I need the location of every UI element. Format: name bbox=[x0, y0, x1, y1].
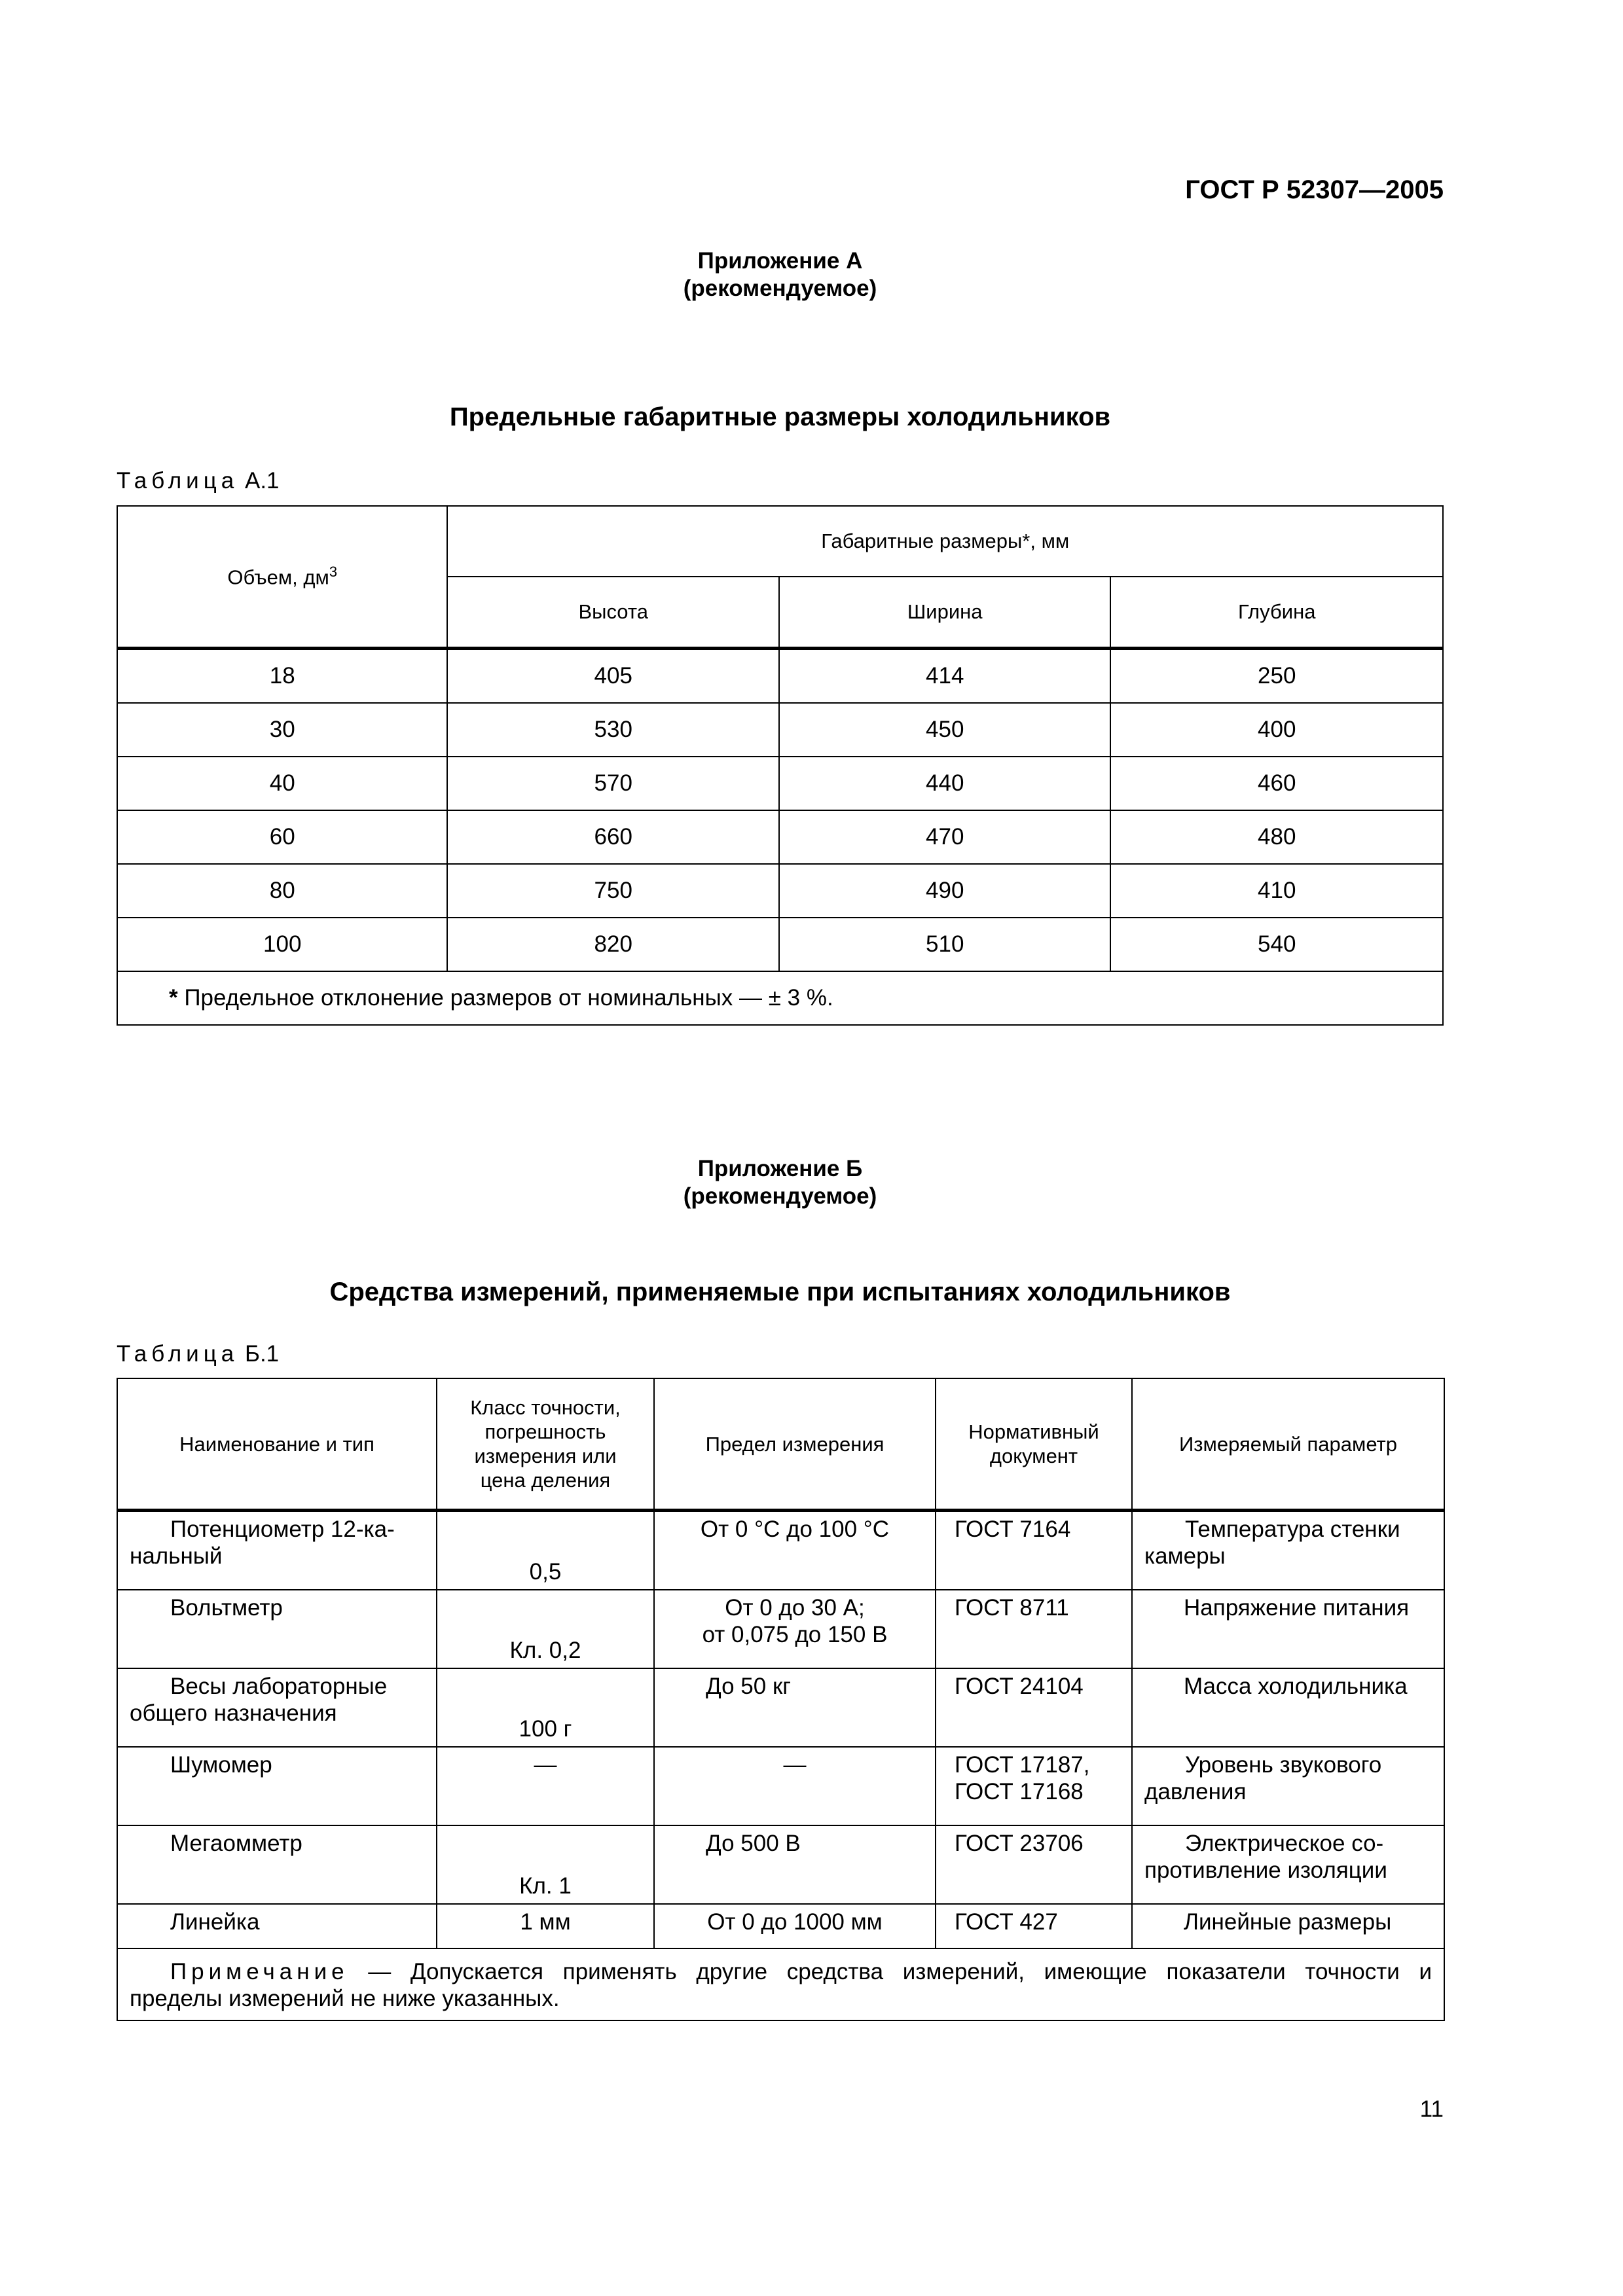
page-number: 11 bbox=[1419, 2096, 1444, 2122]
table-row bbox=[117, 1511, 1444, 1590]
table-a1-number: А.1 bbox=[244, 468, 280, 493]
header-width: Ширина bbox=[779, 577, 1111, 649]
table-a1-label bbox=[117, 468, 280, 494]
table-label-word: Таблица bbox=[117, 468, 239, 493]
cell-width: 450 bbox=[779, 703, 1111, 757]
cell-document: ГОСТ 17187, ГОСТ 17168 bbox=[936, 1747, 1132, 1825]
appendix-b-title-block bbox=[117, 1155, 1444, 1210]
cell-name: Шумомер bbox=[117, 1747, 437, 1825]
table-row bbox=[117, 1747, 1444, 1825]
appendix-a-heading: Предельные габаритные размеры холодильников bbox=[449, 403, 1111, 431]
footnote-text: Предельное отклонение размеров от номинальных — ± 3 %. bbox=[184, 985, 833, 1011]
cell-range: До 50 кг bbox=[654, 1668, 936, 1747]
header-depth: Глубина bbox=[1110, 577, 1443, 649]
cell-height: 530 bbox=[447, 703, 778, 757]
cell-volume: 60 bbox=[117, 810, 447, 864]
cell-document: ГОСТ 427 bbox=[936, 1904, 1132, 1948]
appendix-b-title: Приложение Б bbox=[697, 1156, 863, 1181]
table-a1-footnote bbox=[117, 971, 1443, 1025]
table-note-row bbox=[117, 1948, 1444, 2020]
header-volume: Объем, $дм^3$ bbox=[117, 506, 447, 649]
cell-range: От 0 °С до 100 °С bbox=[654, 1511, 936, 1590]
appendix-a-subtitle: (рекомендуемое) bbox=[683, 276, 877, 301]
cell-depth: 410 bbox=[1110, 864, 1443, 918]
cell-document: ГОСТ 23706 bbox=[936, 1825, 1132, 1904]
document-code: ГОСТ Р 52307—2005 bbox=[1185, 175, 1444, 204]
cell-document: ГОСТ 7164 bbox=[936, 1511, 1132, 1590]
cell-width: 440 bbox=[779, 757, 1111, 810]
table-row bbox=[117, 810, 1443, 864]
table-row bbox=[117, 1590, 1444, 1668]
cell-volume: 18 bbox=[117, 649, 447, 704]
header-accuracy: Класс точности, погрешность измерения или цена деления bbox=[437, 1378, 654, 1511]
cell-accuracy: Кл. 1 bbox=[437, 1825, 654, 1904]
cell-name: Линейка bbox=[117, 1904, 437, 1948]
cell-range: — bbox=[654, 1747, 936, 1825]
cell-name: Вольтметр bbox=[117, 1590, 437, 1668]
cell-name: Мегаомметр bbox=[117, 1825, 437, 1904]
table-b1-number: Б.1 bbox=[244, 1341, 280, 1367]
cell-depth: 400 bbox=[1110, 703, 1443, 757]
cell-width: 490 bbox=[779, 864, 1111, 918]
table-footnote-row bbox=[117, 971, 1443, 1025]
table-row bbox=[117, 1904, 1444, 1948]
table-label-word: Таблица bbox=[117, 1341, 239, 1367]
header-name-type: Наименование и тип bbox=[117, 1378, 437, 1511]
header-measurement-range: Предел измерения bbox=[654, 1378, 936, 1511]
header-height: Высота bbox=[447, 577, 778, 649]
cell-height: 660 bbox=[447, 810, 778, 864]
header-measured-parameter: Измеряемый параметр bbox=[1132, 1378, 1444, 1511]
cell-depth: 480 bbox=[1110, 810, 1443, 864]
cell-volume: 40 bbox=[117, 757, 447, 810]
cell-parameter: Линейные размеры bbox=[1132, 1904, 1444, 1948]
cell-accuracy: 100 г bbox=[437, 1668, 654, 1747]
cell-volume: 80 bbox=[117, 864, 447, 918]
footnote-mark: * bbox=[169, 985, 178, 1011]
cell-parameter: Напряжение питания bbox=[1132, 1590, 1444, 1668]
note-line-1: Примечание — Допускается применять другие средства измерений, имеющие показатели точности и bbox=[170, 1959, 1432, 1984]
cell-accuracy: — bbox=[437, 1747, 654, 1825]
cell-range: От 0 до 30 А; от 0,075 до 150 В bbox=[654, 1590, 936, 1668]
table-row bbox=[117, 918, 1443, 971]
cell-depth: 250 bbox=[1110, 649, 1443, 704]
table-row bbox=[117, 757, 1443, 810]
superscript-3: 3 bbox=[329, 564, 338, 581]
cell-depth: 540 bbox=[1110, 918, 1443, 971]
table-row bbox=[117, 1825, 1444, 1904]
cell-volume: 100 bbox=[117, 918, 447, 971]
appendix-a-title: Приложение А bbox=[697, 248, 863, 274]
cell-name: Весы лабораторные общего назначения bbox=[117, 1668, 437, 1747]
cell-volume: 30 bbox=[117, 703, 447, 757]
appendix-b-subtitle: (рекомендуемое) bbox=[683, 1183, 877, 1209]
cell-width: 470 bbox=[779, 810, 1111, 864]
cell-range: До 500 В bbox=[654, 1825, 936, 1904]
appendix-b-heading: Средства измерений, применяемые при испытаниях холодильников bbox=[329, 1278, 1231, 1306]
cell-accuracy: 0,5 bbox=[437, 1511, 654, 1590]
cell-height: 750 bbox=[447, 864, 778, 918]
cell-width: 510 bbox=[779, 918, 1111, 971]
header-normative-document: Нормативный документ bbox=[936, 1378, 1132, 1511]
cell-document: ГОСТ 24104 bbox=[936, 1668, 1132, 1747]
table-b1 bbox=[117, 1378, 1445, 2021]
cell-depth: 460 bbox=[1110, 757, 1443, 810]
table-row bbox=[117, 703, 1443, 757]
cell-height: 405 bbox=[447, 649, 778, 704]
cell-height: 820 bbox=[447, 918, 778, 971]
cell-name: Потенциометр 12-ка- нальный bbox=[117, 1511, 437, 1590]
table-b1-label bbox=[117, 1341, 279, 1367]
table-b1-note bbox=[117, 1948, 1444, 2020]
cell-parameter: Электрическое со- противление изоляции bbox=[1132, 1825, 1444, 1904]
note-line-2: пределы измерений не ниже указанных. bbox=[130, 1986, 560, 2011]
table-a1 bbox=[117, 505, 1444, 1026]
cell-accuracy: 1 мм bbox=[437, 1904, 654, 1948]
cell-document: ГОСТ 8711 bbox=[936, 1590, 1132, 1668]
table-row bbox=[117, 864, 1443, 918]
cell-range: От 0 до 1000 мм bbox=[654, 1904, 936, 1948]
cell-parameter: Уровень звукового давления bbox=[1132, 1747, 1444, 1825]
cell-accuracy: Кл. 0,2 bbox=[437, 1590, 654, 1668]
cell-height: 570 bbox=[447, 757, 778, 810]
header-dimensions-group: Габаритные размеры*, мм bbox=[447, 506, 1443, 577]
cell-parameter: Температура стенки камеры bbox=[1132, 1511, 1444, 1590]
note-label: Примечание bbox=[170, 1959, 349, 1984]
table-row bbox=[117, 1668, 1444, 1747]
table-row bbox=[117, 649, 1443, 704]
cell-width: 414 bbox=[779, 649, 1111, 704]
appendix-a-title-block bbox=[117, 247, 1444, 302]
cell-parameter: Масса холодильника bbox=[1132, 1668, 1444, 1747]
